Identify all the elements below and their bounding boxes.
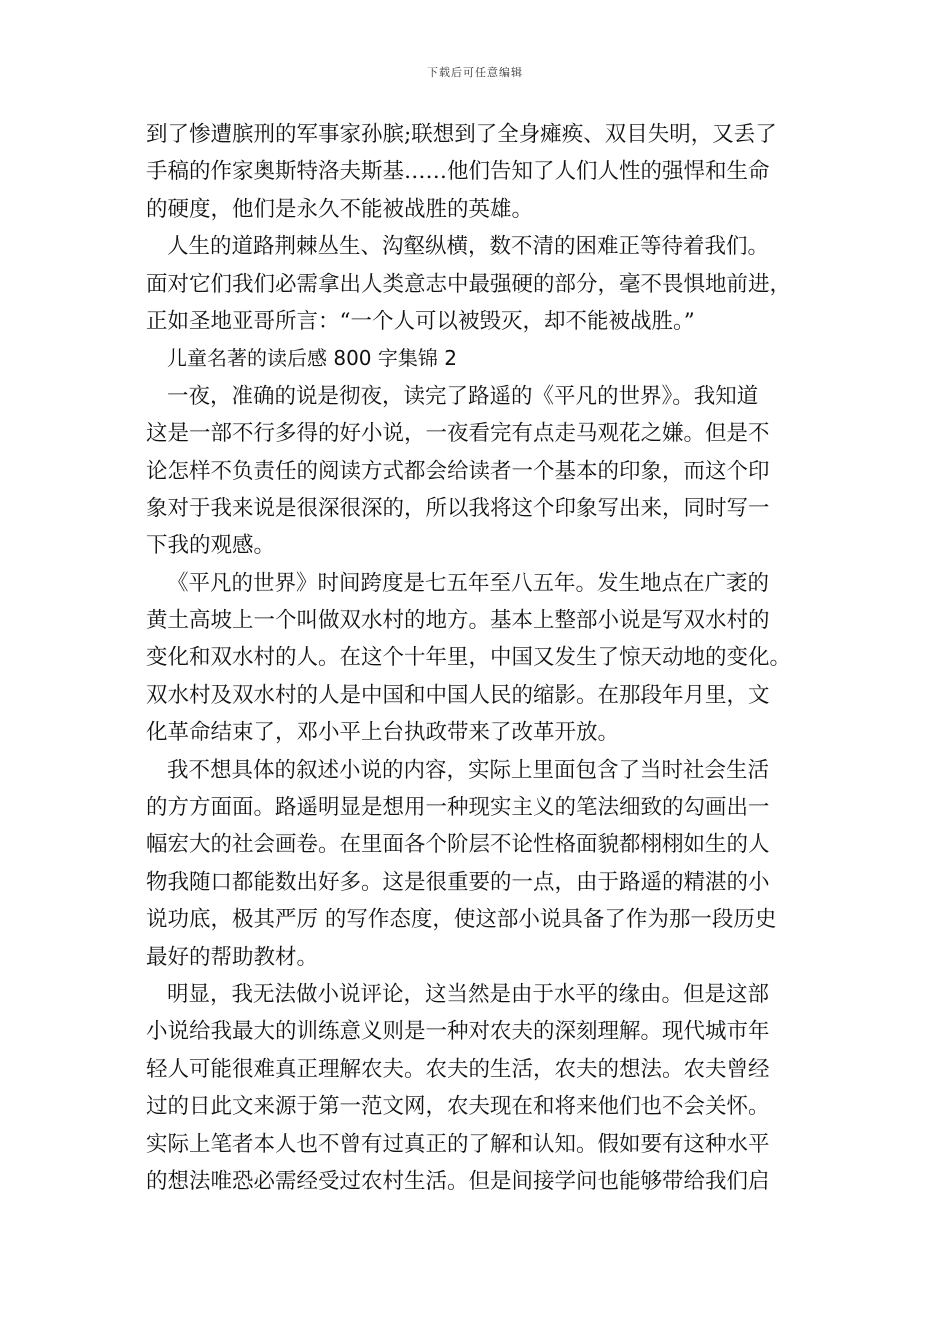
paragraph-start-line: 《平凡的世界》时间跨度是七五年至八五年。发生地点在广袤的 bbox=[167, 570, 770, 596]
paragraph-start-line: 我不想具体的叙述小说的内容，实际上里面包含了当时社会生活 bbox=[167, 757, 770, 783]
text-line: 变化和双水村的人。在这个十年里，中国又发生了惊天动地的变化。 bbox=[146, 645, 792, 671]
text-line: 象对于我来说是很深很深的，所以我将这个印象写出来，同时写一 bbox=[146, 495, 770, 521]
text-line: 黄土高坡上一个叫做双水村的地方。基本上整部小说是写双水村的 bbox=[146, 608, 770, 634]
text-line: 轻人可能很难真正理解农夫。农夫的生活，农夫的想法。农夫曾经 bbox=[146, 1056, 770, 1082]
text-line: 的方方面面。路遥明显是想用一种现实主义的笔法细致的勾画出一 bbox=[146, 795, 770, 821]
paragraph-start-line: 明显，我无法做小说评论，这当然是由于水平的缘由。但是这部 bbox=[167, 981, 770, 1007]
text-line: 幅宏大的社会画卷。在里面各个阶层不论性格面貌都栩栩如生的人 bbox=[146, 832, 770, 858]
header-note: 下载后可任意编辑 bbox=[427, 66, 523, 79]
text-line: 下我的观感。 bbox=[146, 533, 276, 559]
paragraph-start-line: 一夜，准确的说是彻夜，读完了路遥的《平凡的世界》。我知道 bbox=[167, 383, 759, 409]
section-heading: 儿童名著的读后感 800 字集锦 2 bbox=[167, 346, 457, 371]
text-line: 说功底，极其严厉 的写作态度，使这部小说具备了作为那一段历史 bbox=[146, 907, 777, 933]
text-line: 小说给我最大的训练意义则是一种对农夫的深刻理解。现代城市年 bbox=[146, 1019, 770, 1045]
text-line: 论怎样不负责任的阅读方式都会给读者一个基本的印象，而这个印 bbox=[146, 458, 770, 484]
text-line: 化革命结束了，邓小平上台执政带来了改革开放。 bbox=[146, 720, 620, 746]
text-line: 手稿的作家奥斯特洛夫斯基……他们告知了人们人性的强悍和生命 bbox=[146, 159, 770, 185]
text-line: 到了惨遭膑刑的军事家孙膑;联想到了全身瘫痪、双目失明，又丢了 bbox=[146, 122, 777, 147]
text-line: 面对它们我们必需拿出人类意志中最强硬的部分，毫不畏惧地前进， bbox=[146, 271, 792, 297]
text-line: 的硬度，他们是永久不能被战胜的英雄。 bbox=[146, 196, 534, 222]
text-line: 过的日此文来源于第一范文网，农夫现在和将来他们也不会关怀。 bbox=[146, 1094, 770, 1120]
text-line: 这是一部不行多得的好小说，一夜看完有点走马观花之嫌。但是不 bbox=[146, 421, 770, 447]
document-body bbox=[146, 116, 810, 1200]
text-line: 双水村及双水村的人是中国和中国人民的缩影。在那段年月里，文 bbox=[146, 682, 770, 708]
text-line: 物我随口都能数出好多。这是很重要的一点，由于路遥的精湛的小 bbox=[146, 869, 770, 895]
text-line: 最好的帮助教材。 bbox=[146, 944, 319, 970]
paragraph-start-line: 人生的道路荆棘丛生、沟壑纵横，数不清的困难正等待着我们。 bbox=[167, 234, 770, 260]
text-line: 实际上笔者本人也不曾有过真正的了解和认知。假如要有这种水平 bbox=[146, 1131, 770, 1157]
text-line: 正如圣地亚哥所言：“一个人可以被毁灭，却不能被战胜。” bbox=[146, 308, 695, 334]
text-line: 的想法唯恐必需经受过农村生活。但是间接学问也能够带给我们启 bbox=[146, 1168, 770, 1194]
